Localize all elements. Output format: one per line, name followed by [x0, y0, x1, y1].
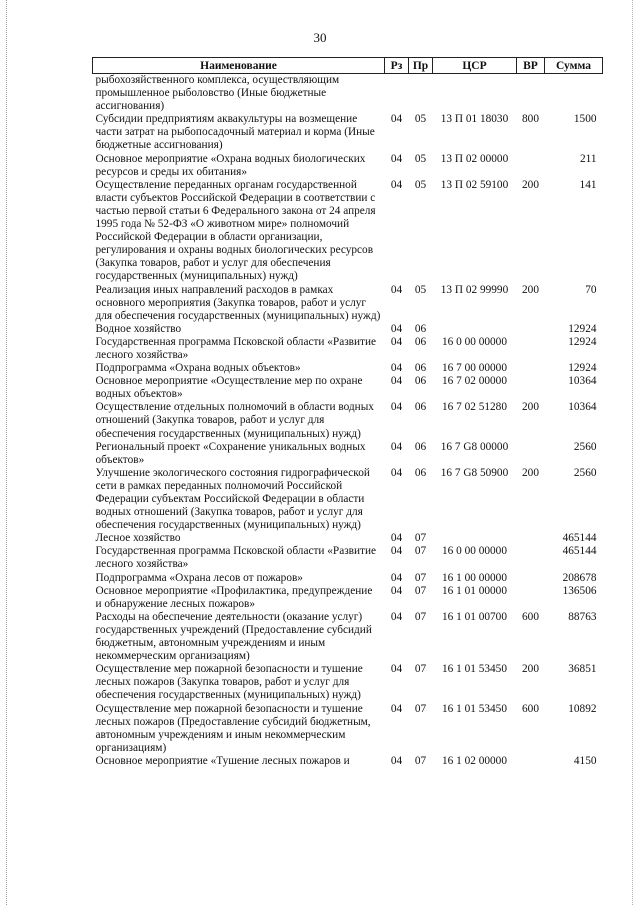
cell-csr: 13 П 02 59100 [440, 178, 509, 191]
cell-name: Водное хозяйство [95, 322, 182, 335]
cell-sum: 36851 [568, 663, 597, 676]
cell-name: Осуществление отдельных полномочий в области водных отношений (Закупка товаров, работ и услуг для обеспечения государственных (муниципальных) нужд) [95, 401, 374, 440]
header-name: Наименование [93, 58, 385, 74]
cell-rz: 04 [390, 322, 403, 335]
cell-sum: 12924 [568, 362, 597, 375]
cell-rz: 04 [390, 754, 403, 767]
table-row [93, 74, 603, 114]
cell-vr [517, 585, 545, 611]
cell-rz: 04 [390, 375, 403, 388]
cell-name: Осуществление переданных органам государственной власти субъектов Российской Федерации в соответствии с частью первой статьи 6 Федерального закона от 24 апреля 1995 года № 52-ФЗ «О животном мире» полномочий Российской Федерации в области организации, регулирования и охраны водных биологических ресурсов (Закупка товаров, работ и услуг для обеспечения государственных (муниципальных) нужд) [95, 178, 376, 283]
cell-name: Расходы на обеспечение деятельности (оказание услуг) государственных учреждений (Предоставление субсидий бюджетным, автономным учреждениям и иным некоммерческим организациям) [95, 610, 372, 663]
cell-vr [517, 545, 545, 571]
cell-csr: 13 П 02 00000 [440, 152, 509, 165]
cell-pr: 07 [414, 584, 427, 597]
cell-sum [545, 74, 603, 114]
cell-vr [517, 362, 545, 375]
cell-rz: 04 [390, 663, 403, 676]
cell-csr: 16 0 00 00000 [442, 545, 507, 558]
cell-name: Основное мероприятие «Профилактика, предупреждение и обнаружение лесных пожаров» [95, 584, 373, 610]
cell-vr: 200 [522, 178, 539, 191]
scan-edge-left [6, 0, 8, 905]
cell-pr: 07 [414, 663, 427, 676]
table-row [93, 755, 603, 768]
cell-csr: 16 1 01 00000 [442, 584, 507, 597]
cell-rz: 04 [390, 113, 403, 126]
table-row [93, 401, 603, 440]
cell-csr: 16 1 01 53450 [442, 663, 507, 676]
cell-vr: 600 [522, 610, 539, 623]
cell-rz: 04 [390, 545, 403, 558]
cell-sum: 4150 [573, 754, 597, 767]
cell-name: Подпрограмма «Охрана лесов от пожаров» [95, 571, 303, 584]
cell-pr: 07 [414, 571, 427, 584]
cell-csr: 13 П 01 18030 [440, 113, 509, 126]
cell-vr: 200 [522, 283, 539, 296]
cell-rz: 04 [390, 178, 403, 191]
cell-sum: 208678 [562, 571, 597, 584]
cell-sum: 141 [579, 178, 597, 191]
page-number: 30 [313, 30, 327, 45]
cell-csr: 16 7 02 51280 [442, 401, 507, 414]
table-row [93, 441, 603, 467]
cell-pr: 05 [414, 178, 427, 191]
header-pr: Пр [409, 58, 433, 74]
cell-vr [517, 441, 545, 467]
cell-vr [517, 572, 545, 585]
cell-csr: 16 0 00 00000 [442, 335, 507, 348]
cell-name: Основное мероприятие «Осуществление мер по охране водных объектов» [95, 375, 363, 401]
header-sum: Сумма [545, 58, 603, 74]
cell-pr: 07 [414, 754, 427, 767]
cell-rz: 04 [390, 584, 403, 597]
cell-pr [409, 74, 433, 114]
header-csr: ЦСР [433, 58, 517, 74]
cell-vr [517, 74, 545, 114]
table-row [93, 362, 603, 375]
cell-pr: 05 [414, 283, 427, 296]
cell-vr: 600 [522, 702, 539, 715]
cell-rz: 04 [390, 440, 403, 453]
cell-name: Лесное хозяйство [95, 532, 181, 545]
cell-sum: 12924 [568, 322, 597, 335]
table-row [93, 703, 603, 755]
cell-vr: 200 [522, 663, 539, 676]
cell-sum: 2560 [573, 440, 597, 453]
cell-csr: 16 1 02 00000 [442, 754, 507, 767]
cell-sum: 70 [585, 283, 597, 296]
cell-pr: 07 [414, 532, 427, 545]
table-row [93, 585, 603, 611]
cell-name: Субсидии предприятиям аквакультуры на возмещение части затрат на рыбопосадочный материал и корма (Иные бюджетные ассигнования) [95, 113, 375, 152]
table-row [93, 572, 603, 585]
cell-vr [517, 755, 545, 768]
cell-sum: 136506 [562, 584, 597, 597]
cell-vr [517, 532, 545, 545]
cell-vr: 800 [522, 113, 539, 126]
table-row [93, 467, 603, 532]
cell-csr [433, 323, 517, 336]
cell-rz: 04 [390, 571, 403, 584]
table-body [93, 74, 603, 768]
table-row [93, 153, 603, 179]
cell-rz: 04 [390, 532, 403, 545]
cell-rz: 04 [390, 610, 403, 623]
cell-rz: 04 [390, 362, 403, 375]
cell-pr: 06 [414, 401, 427, 414]
cell-rz: 04 [390, 702, 403, 715]
cell-pr: 06 [414, 362, 427, 375]
cell-csr [433, 74, 517, 114]
cell-csr: 16 7 00 00000 [442, 362, 507, 375]
table-row [93, 545, 603, 571]
cell-name: рыбохозяйственного комплекса, осуществляющим промышленное рыболовство (Иные бюджетные ассигнования) [95, 74, 340, 113]
cell-pr: 06 [414, 322, 427, 335]
cell-name: Основное мероприятие «Тушение лесных пожаров и [95, 754, 350, 767]
cell-name: Реализация иных направлений расходов в рамках основного мероприятия (Закупка товаров, работ и услуг для обеспечения государственных (муниципальных) нужд) [95, 283, 381, 322]
table-row [93, 179, 603, 284]
cell-csr: 13 П 02 99990 [440, 283, 509, 296]
table-row [93, 323, 603, 336]
cell-rz: 04 [390, 401, 403, 414]
header-rz: Рз [385, 58, 409, 74]
cell-csr: 16 7 G8 50900 [440, 466, 509, 479]
table-row [93, 113, 603, 152]
cell-vr [517, 336, 545, 362]
cell-vr [517, 375, 545, 401]
table-row [93, 336, 603, 362]
budget-table [92, 57, 603, 768]
cell-vr: 200 [522, 401, 539, 414]
cell-csr: 16 1 01 53450 [442, 702, 507, 715]
cell-rz [385, 74, 409, 114]
cell-pr: 07 [414, 545, 427, 558]
cell-name: Улучшение экологического состояния гидрографической сети в рамках переданных полномочий Российской Федерации субъектам Российской Федерации в области водных отношений (Закупка товаров, работ и услуг для обеспечения государственных (муниципальных) нужд) [95, 466, 370, 532]
cell-sum: 10892 [568, 702, 597, 715]
table-row [93, 611, 603, 663]
cell-name: Региональный проект «Сохранение уникальных водных объектов» [95, 440, 366, 466]
cell-vr: 200 [522, 466, 539, 479]
cell-sum: 10364 [568, 401, 597, 414]
cell-pr: 06 [414, 375, 427, 388]
cell-rz: 04 [390, 283, 403, 296]
cell-sum: 88763 [568, 610, 597, 623]
cell-csr: 16 7 G8 00000 [440, 440, 509, 453]
scan-edge-right [632, 0, 634, 905]
cell-csr: 16 7 02 00000 [442, 375, 507, 388]
cell-sum: 10364 [568, 375, 597, 388]
cell-name: Основное мероприятие «Охрана водных биологических ресурсов и среды их обитания» [95, 152, 366, 178]
cell-vr [517, 153, 545, 179]
cell-sum: 465144 [562, 545, 597, 558]
cell-name: Осуществление мер пожарной безопасности и тушение лесных пожаров (Предоставление субсидий бюджетным, автономным учреждениям и иным некоммерческим организациям) [95, 702, 371, 754]
cell-pr: 05 [414, 152, 427, 165]
cell-rz: 04 [390, 466, 403, 479]
table-row [93, 284, 603, 323]
cell-sum: 211 [579, 152, 597, 165]
cell-csr: 16 1 00 00000 [442, 571, 507, 584]
cell-csr: 16 1 01 00700 [442, 610, 507, 623]
cell-pr: 06 [414, 466, 427, 479]
table-header [93, 58, 603, 74]
table-row [93, 663, 603, 702]
cell-pr: 05 [414, 113, 427, 126]
cell-sum: 465144 [562, 532, 597, 545]
cell-rz: 04 [390, 335, 403, 348]
cell-name: Государственная программа Псковской области «Развитие лесного хозяйства» [95, 335, 377, 361]
cell-pr: 06 [414, 335, 427, 348]
cell-name: Подпрограмма «Охрана водных объектов» [95, 362, 301, 375]
cell-pr: 07 [414, 702, 427, 715]
table-row [93, 375, 603, 401]
cell-csr [433, 532, 517, 545]
cell-vr [517, 323, 545, 336]
cell-sum: 12924 [568, 335, 597, 348]
cell-sum: 2560 [573, 466, 597, 479]
cell-rz: 04 [390, 152, 403, 165]
header-vr: ВР [517, 58, 545, 74]
cell-name: Осуществление мер пожарной безопасности и тушение лесных пожаров (Закупка товаров, работ и услуг для обеспечения государственных (муниципальных) нужд) [95, 663, 363, 702]
cell-sum: 1500 [573, 113, 597, 126]
cell-pr: 07 [414, 610, 427, 623]
cell-pr: 06 [414, 440, 427, 453]
cell-name: Государственная программа Псковской области «Развитие лесного хозяйства» [95, 545, 377, 571]
table-row [93, 532, 603, 545]
